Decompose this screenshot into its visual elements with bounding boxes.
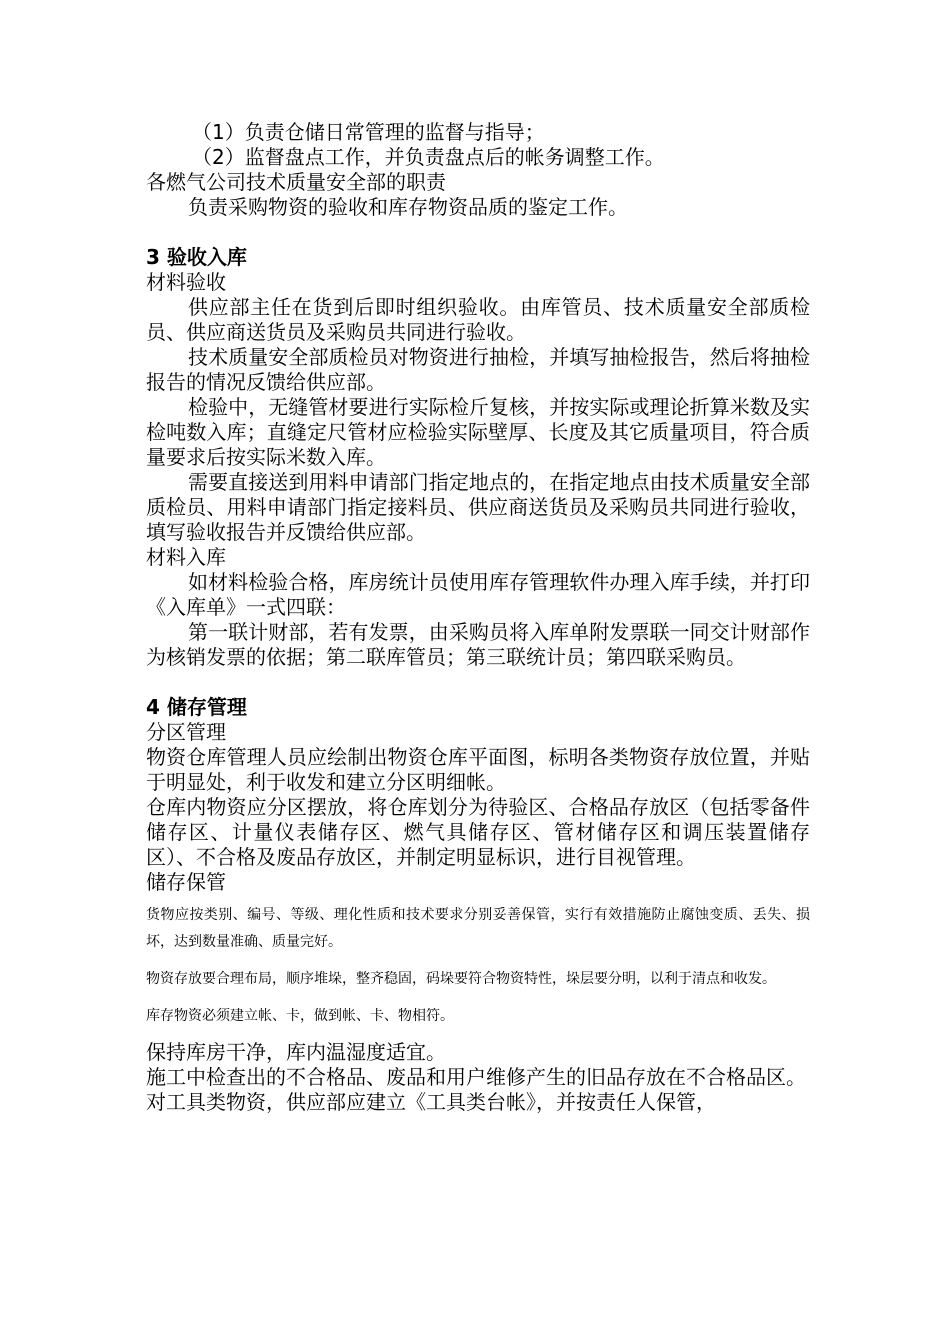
section-4-heading: 4 储存管理 — [146, 695, 247, 719]
qa-dept-text: 负责采购物资的验收和库存物资品质的鉴定工作。 — [188, 195, 628, 219]
paragraph: 需要直接送到用料申请部门指定地点的，在指定地点由技术质量安全部质检员、用料申请部门指定接料员、供应商送货员及采购员共同进行验收，填写验收报告并反馈给供应部。 — [146, 470, 810, 544]
subsection-material-inspection: 材料验收 — [146, 270, 226, 294]
paragraph: 仓库内物资应分区摆放，将仓库划分为待验区、合格品存放区（包括零备件储存区、计量仪表储存区、燃气具储存区、管材储存区和调压装置储存区）、不合格及废品存放区，并制定明显标识，进行目视管理。 — [146, 795, 810, 869]
small-paragraph: 库存物资必须建立帐、卡，做到帐、卡、物相符。 — [146, 1008, 454, 1024]
small-paragraph: 物资存放要合理布局，顺序堆垛，整齐稳固，码垛要符合物资特性，垛层要分明，以利于清点和收发。 — [146, 971, 776, 987]
paragraph: 对工具类物资，供应部应建立《工具类台帐》，并按责任人保管， — [146, 1090, 716, 1114]
subsection-storage-keeping: 储存保管 — [146, 870, 226, 894]
document-page — [146, 120, 810, 1115]
paragraph: 技术质量安全部质检员对物资进行抽检，并填写抽检报告，然后将抽检报告的情况反馈给供应部。 — [146, 345, 810, 394]
paragraph: 施工中检查出的不合格品、废品和用户维修产生的旧品存放在不合格品区。 — [146, 1065, 806, 1089]
qa-dept-title: 各燃气公司技术质量安全部的职责 — [146, 170, 446, 194]
duty-item-2: （2）监督盘点工作，并负责盘点后的帐务调整工作。 — [192, 145, 665, 169]
subsection-material-storage-entry: 材料入库 — [146, 545, 226, 569]
paragraph: 第一联计财部，若有发票，由采购员将入库单附发票联一同交计财部作为核销发票的依据；第二联库管员；第三联统计员；第四联采购员。 — [146, 620, 810, 669]
paragraph: 如材料检验合格，库房统计员使用库存管理软件办理入库手续，并打印《入库单》一式四联： — [146, 570, 810, 619]
paragraph: 供应部主任在货到后即时组织验收。由库管员、技术质量安全部质检员、供应商送货员及采购员共同进行验收。 — [146, 295, 810, 344]
small-paragraph: 货物应按类别、编号、等级、理化性质和技术要求分别妥善保管，实行有效措施防止腐蚀变质、丢失、损坏，达到数量准确、质量完好。 — [146, 907, 810, 950]
paragraph: 检验中，无缝管材要进行实际检斤复核，并按实际或理论折算米数及实检吨数入库；直缝定尺管材应检验实际壁厚、长度及其它质量项目，符合质量要求后按实际米数入库。 — [146, 395, 810, 469]
subsection-zone-management: 分区管理 — [146, 720, 226, 744]
paragraph: 保持库房干净，库内温湿度适宜。 — [146, 1040, 446, 1064]
paragraph: 物资仓库管理人员应绘制出物资仓库平面图，标明各类物资存放位置，并贴于明显处，利于收发和建立分区明细帐。 — [146, 745, 810, 794]
duty-item-1: （1）负责仓储日常管理的监督与指导； — [192, 120, 545, 144]
section-3-heading: 3 验收入库 — [146, 245, 247, 269]
